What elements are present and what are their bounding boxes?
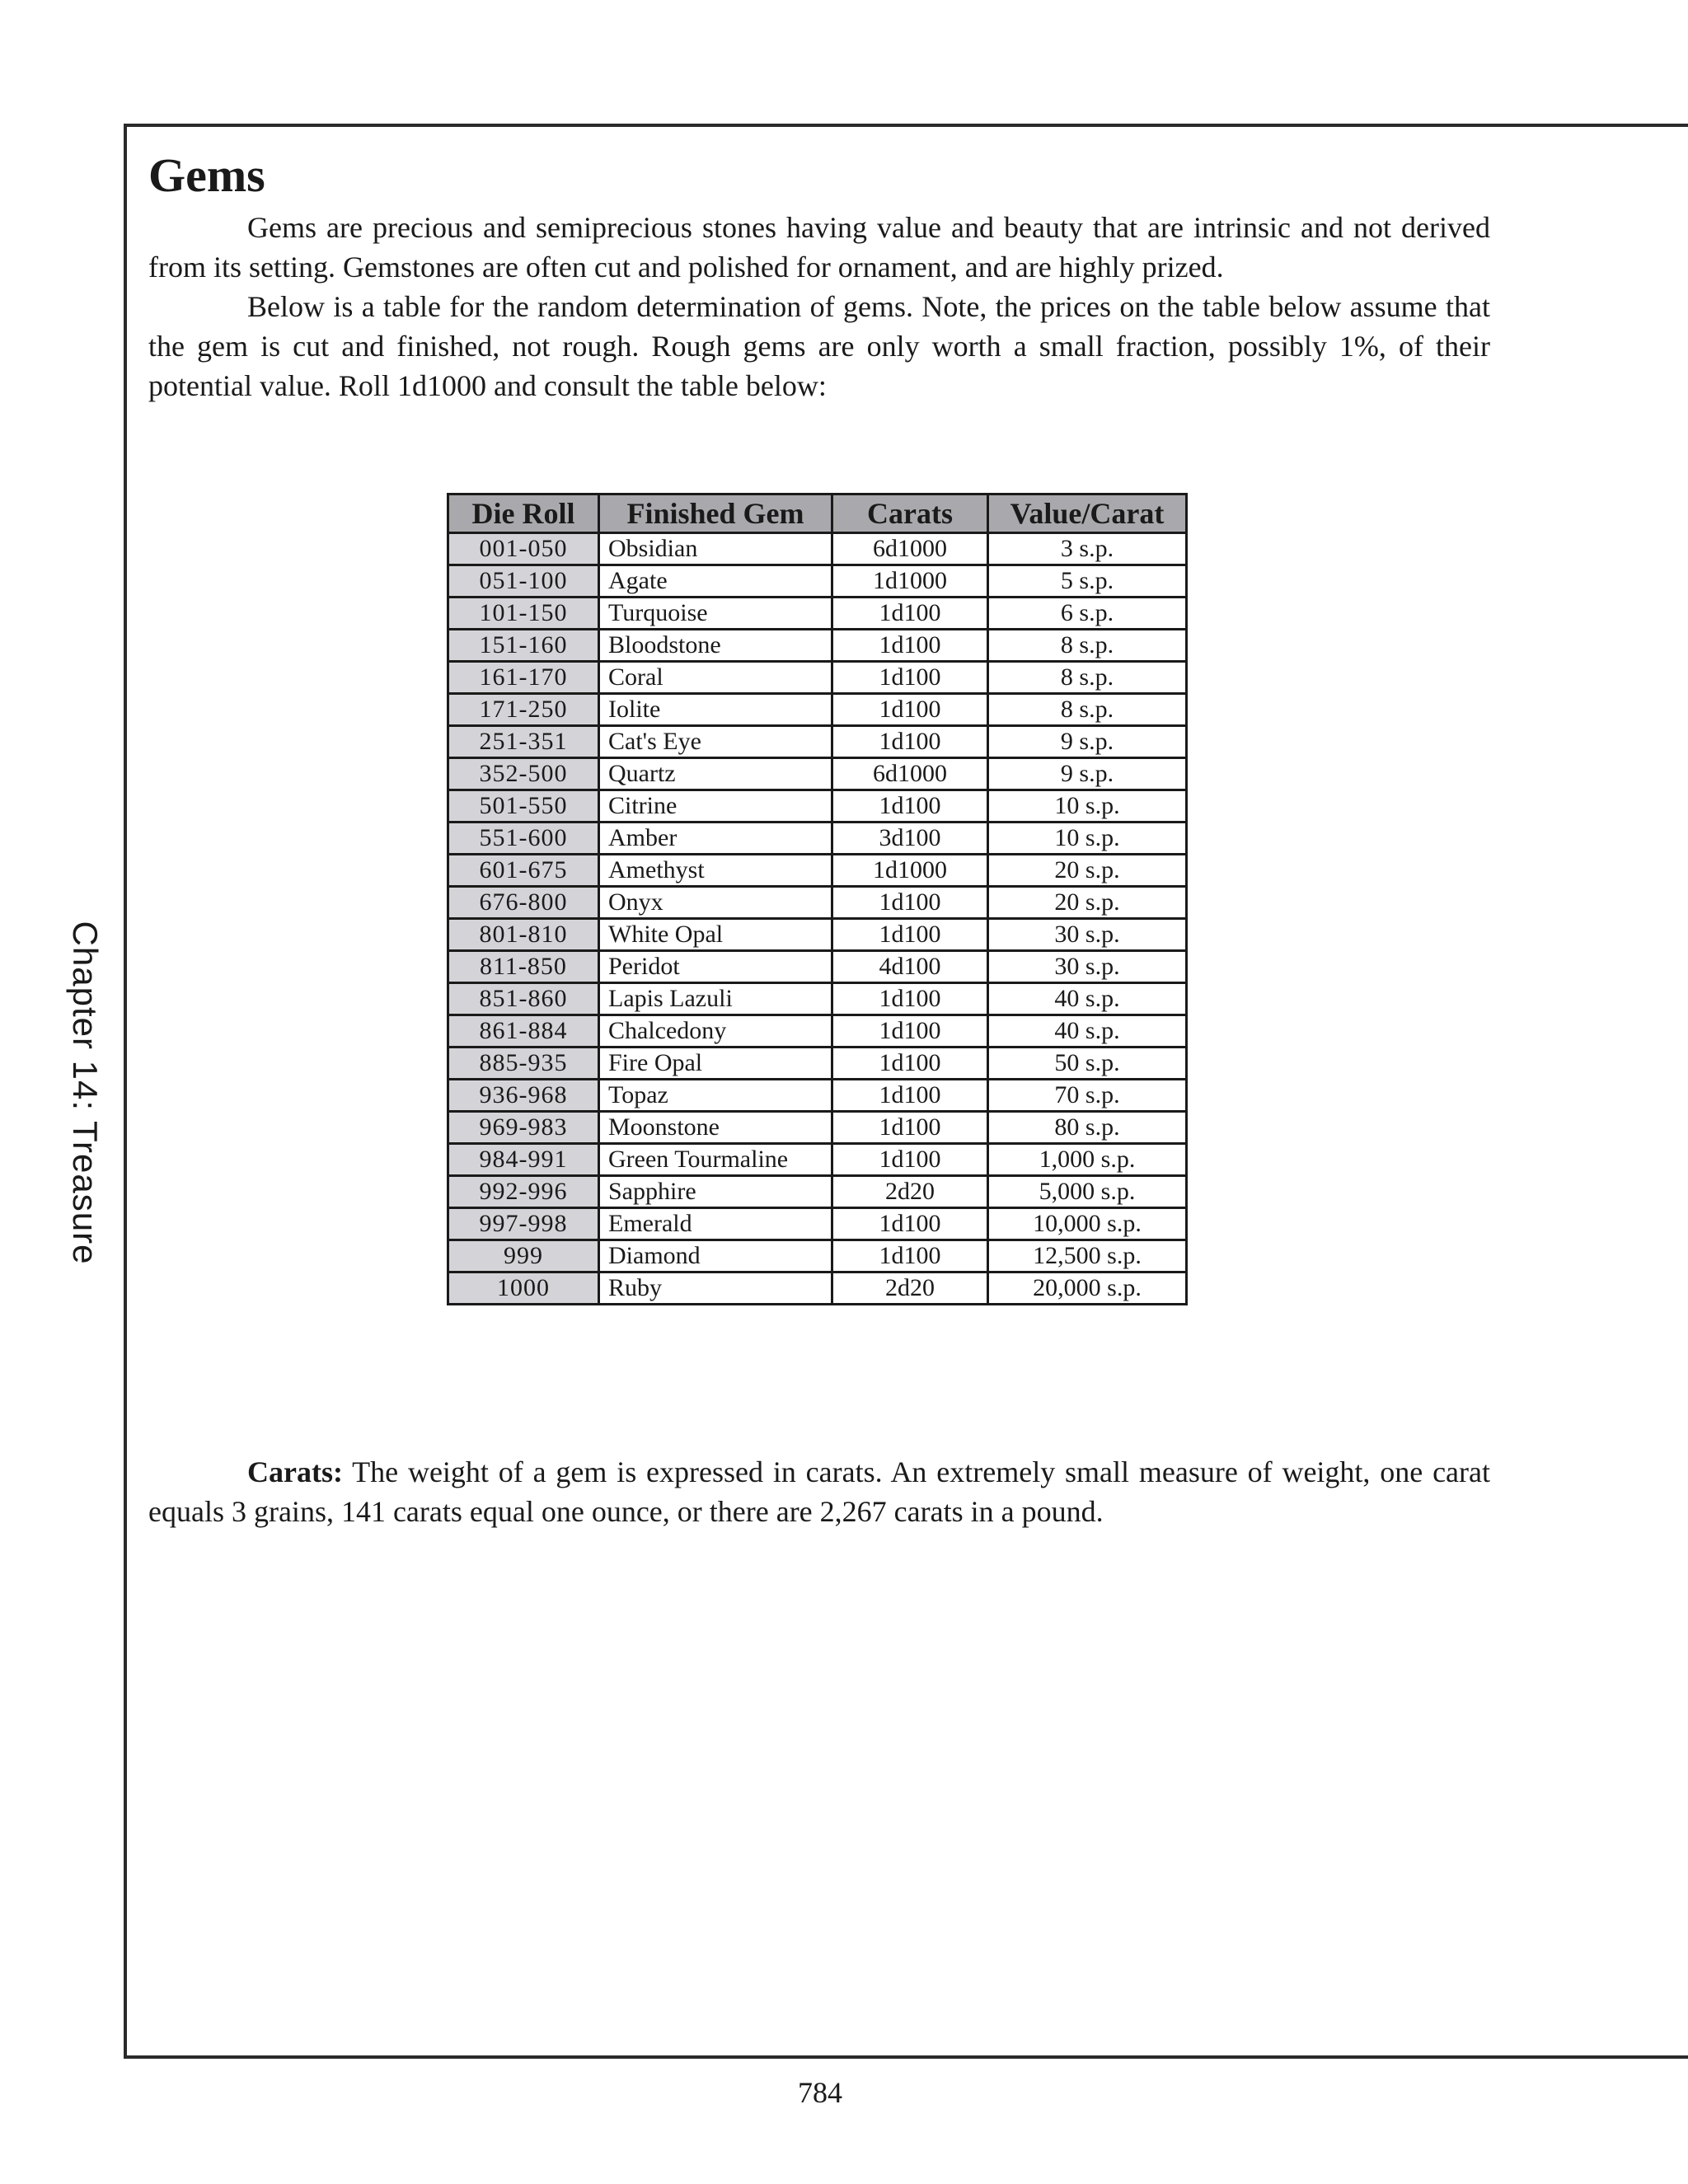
- gem-table: [447, 493, 1188, 1305]
- carats-cell: 1d100: [832, 1208, 988, 1240]
- carats-cell: 1d100: [832, 887, 988, 919]
- die-roll-cell: 676-800: [448, 887, 599, 919]
- carats-cell: 1d1000: [832, 855, 988, 887]
- value-cell: 8 s.p.: [988, 694, 1187, 726]
- table-row: [448, 1144, 1187, 1176]
- carats-cell: 1d100: [832, 598, 988, 630]
- carats-cell: 1d100: [832, 1240, 988, 1272]
- table-row: [448, 1080, 1187, 1112]
- gem-name-cell: Ruby: [599, 1272, 832, 1305]
- table-row: [448, 1240, 1187, 1272]
- carats-text: The weight of a gem is expressed in carats. An extremely small measure of weight, one carat equals 3 grains, 141 carats equal one ounce, or there are 2,267 carats in a pound.: [148, 1455, 1490, 1528]
- die-roll-cell: 501-550: [448, 790, 599, 823]
- gem-name-cell: White Opal: [599, 919, 832, 951]
- gem-table-body: [448, 533, 1187, 1305]
- carats-cell: 2d20: [832, 1176, 988, 1208]
- value-cell: 8 s.p.: [988, 630, 1187, 662]
- table-row: [448, 1047, 1187, 1080]
- page-number: 784: [798, 2076, 842, 2109]
- gem-name-cell: Chalcedony: [599, 1015, 832, 1047]
- die-roll-cell: 161-170: [448, 662, 599, 694]
- table-row: [448, 1272, 1187, 1305]
- carats-cell: 2d20: [832, 1272, 988, 1305]
- value-cell: 40 s.p.: [988, 1015, 1187, 1047]
- carats-cell: 1d100: [832, 1015, 988, 1047]
- value-cell: 80 s.p.: [988, 1112, 1187, 1144]
- gem-name-cell: Green Tourmaline: [599, 1144, 832, 1176]
- table-row: [448, 662, 1187, 694]
- value-cell: 3 s.p.: [988, 533, 1187, 565]
- gem-name-cell: Moonstone: [599, 1112, 832, 1144]
- header-value-per-carat: Value/Carat: [988, 494, 1187, 533]
- table-row: [448, 823, 1187, 855]
- carats-cell: 3d100: [832, 823, 988, 855]
- gem-name-cell: Lapis Lazuli: [599, 983, 832, 1015]
- gem-name-cell: Emerald: [599, 1208, 832, 1240]
- carats-cell: 1d100: [832, 919, 988, 951]
- table-row: [448, 694, 1187, 726]
- carats-cell: 1d100: [832, 1047, 988, 1080]
- die-roll-cell: 001-050: [448, 533, 599, 565]
- table-row: [448, 630, 1187, 662]
- gem-name-cell: Amethyst: [599, 855, 832, 887]
- value-cell: 70 s.p.: [988, 1080, 1187, 1112]
- gem-name-cell: Coral: [599, 662, 832, 694]
- value-cell: 9 s.p.: [988, 758, 1187, 790]
- carats-cell: 1d100: [832, 662, 988, 694]
- die-roll-cell: 999: [448, 1240, 599, 1272]
- table-row: [448, 983, 1187, 1015]
- table-row: [448, 565, 1187, 598]
- die-roll-cell: 801-810: [448, 919, 599, 951]
- die-roll-cell: 171-250: [448, 694, 599, 726]
- gem-name-cell: Iolite: [599, 694, 832, 726]
- carats-cell: 1d100: [832, 1080, 988, 1112]
- header-finished-gem: Finished Gem: [599, 494, 832, 533]
- gem-name-cell: Turquoise: [599, 598, 832, 630]
- gem-name-cell: Cat's Eye: [599, 726, 832, 758]
- value-cell: 5 s.p.: [988, 565, 1187, 598]
- die-roll-cell: 811-850: [448, 951, 599, 983]
- value-cell: 1,000 s.p.: [988, 1144, 1187, 1176]
- intro-paragraph: Gems are precious and semiprecious stones having value and beauty that are intrinsic and not derived from its setting. Gemstones are often cut and polished for ornament, and are highly prized.: [148, 211, 1490, 284]
- section-title: Gems: [148, 148, 265, 202]
- value-cell: 30 s.p.: [988, 951, 1187, 983]
- table-row: [448, 790, 1187, 823]
- value-cell: 10 s.p.: [988, 823, 1187, 855]
- gem-name-cell: Amber: [599, 823, 832, 855]
- value-cell: 8 s.p.: [988, 662, 1187, 694]
- carats-cell: 1d100: [832, 1144, 988, 1176]
- value-cell: 40 s.p.: [988, 983, 1187, 1015]
- table-row: [448, 533, 1187, 565]
- gem-table-container: [447, 493, 1188, 1305]
- gem-name-cell: Citrine: [599, 790, 832, 823]
- value-cell: 10,000 s.p.: [988, 1208, 1187, 1240]
- value-cell: 9 s.p.: [988, 726, 1187, 758]
- main-content: [148, 147, 1490, 405]
- carats-cell: 1d100: [832, 983, 988, 1015]
- gem-name-cell: Diamond: [599, 1240, 832, 1272]
- die-roll-cell: 101-150: [448, 598, 599, 630]
- table-row: [448, 758, 1187, 790]
- die-roll-cell: 992-996: [448, 1176, 599, 1208]
- die-roll-cell: 885-935: [448, 1047, 599, 1080]
- table-row: [448, 887, 1187, 919]
- instructions-paragraph: Below is a table for the random determination of gems. Note, the prices on the table below assume that the gem is cut and finished, not rough. Rough gems are only worth a small fraction, possibly 1%, of their potential value. Roll 1d1000 and consult the table below:: [148, 290, 1490, 402]
- carats-paragraph: [148, 1452, 1490, 1531]
- carats-cell: 1d100: [832, 790, 988, 823]
- value-cell: 6 s.p.: [988, 598, 1187, 630]
- gem-name-cell: Fire Opal: [599, 1047, 832, 1080]
- value-cell: 5,000 s.p.: [988, 1176, 1187, 1208]
- value-cell: 20 s.p.: [988, 887, 1187, 919]
- die-roll-cell: 551-600: [448, 823, 599, 855]
- carats-cell: 1d100: [832, 694, 988, 726]
- die-roll-cell: 969-983: [448, 1112, 599, 1144]
- value-cell: 30 s.p.: [988, 919, 1187, 951]
- value-cell: 20 s.p.: [988, 855, 1187, 887]
- value-cell: 20,000 s.p.: [988, 1272, 1187, 1305]
- die-roll-cell: 601-675: [448, 855, 599, 887]
- value-cell: 12,500 s.p.: [988, 1240, 1187, 1272]
- carats-cell: 1d100: [832, 630, 988, 662]
- value-cell: 10 s.p.: [988, 790, 1187, 823]
- die-roll-cell: 352-500: [448, 758, 599, 790]
- die-roll-cell: 984-991: [448, 1144, 599, 1176]
- gem-name-cell: Agate: [599, 565, 832, 598]
- table-row: [448, 855, 1187, 887]
- carats-cell: 6d1000: [832, 533, 988, 565]
- table-row: [448, 1112, 1187, 1144]
- carats-cell: 6d1000: [832, 758, 988, 790]
- table-row: [448, 726, 1187, 758]
- carats-note: [148, 1452, 1490, 1531]
- chapter-label: Chapter 14: Treasure: [66, 921, 105, 1265]
- header-die-roll: Die Roll: [448, 494, 599, 533]
- die-roll-cell: 936-968: [448, 1080, 599, 1112]
- table-header-row: [448, 494, 1187, 533]
- gem-name-cell: Obsidian: [599, 533, 832, 565]
- table-row: [448, 1208, 1187, 1240]
- gem-name-cell: Topaz: [599, 1080, 832, 1112]
- header-carats: Carats: [832, 494, 988, 533]
- gem-name-cell: Peridot: [599, 951, 832, 983]
- carats-lead: Carats:: [247, 1455, 343, 1488]
- carats-cell: 4d100: [832, 951, 988, 983]
- die-roll-cell: 1000: [448, 1272, 599, 1305]
- gem-name-cell: Bloodstone: [599, 630, 832, 662]
- die-roll-cell: 851-860: [448, 983, 599, 1015]
- die-roll-cell: 997-998: [448, 1208, 599, 1240]
- gem-name-cell: Sapphire: [599, 1176, 832, 1208]
- carats-cell: 1d100: [832, 1112, 988, 1144]
- carats-cell: 1d1000: [832, 565, 988, 598]
- table-row: [448, 598, 1187, 630]
- die-roll-cell: 151-160: [448, 630, 599, 662]
- value-cell: 50 s.p.: [988, 1047, 1187, 1080]
- table-row: [448, 951, 1187, 983]
- die-roll-cell: 051-100: [448, 565, 599, 598]
- table-row: [448, 1015, 1187, 1047]
- die-roll-cell: 861-884: [448, 1015, 599, 1047]
- gem-name-cell: Quartz: [599, 758, 832, 790]
- table-row: [448, 919, 1187, 951]
- gem-name-cell: Onyx: [599, 887, 832, 919]
- table-row: [448, 1176, 1187, 1208]
- die-roll-cell: 251-351: [448, 726, 599, 758]
- carats-cell: 1d100: [832, 726, 988, 758]
